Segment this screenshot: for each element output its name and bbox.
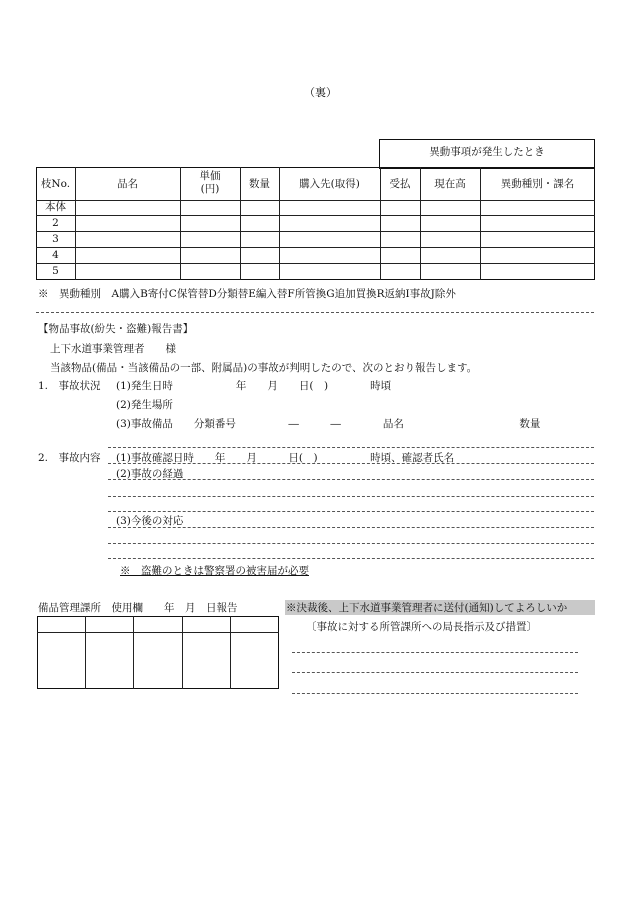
row-label-4: 4	[52, 249, 59, 261]
s1-occurrence-datetime: (1)発生日時 年 月 日( ) 時頃	[116, 380, 392, 392]
approval-stamp-grid	[37, 616, 279, 689]
col-header-item-name: 品名	[117, 178, 138, 190]
section-1-label: 1. 事故状況	[38, 380, 101, 392]
report-intro: 当該物品(備品・当該備品の一部、附属品)の事故が判明したので、次のとおり報告します。	[50, 362, 478, 374]
col-header-unit-price: 単価 (円)	[199, 170, 221, 196]
col-header-branch-no: 枝No.	[40, 178, 71, 190]
s2-future-response: (3)今後の対応	[116, 515, 184, 527]
row-label-main: 本体	[45, 201, 66, 213]
col-header-quantity: 数量	[249, 178, 270, 190]
col-header-supplier: 購入先(取得)	[299, 178, 360, 190]
s2-confirm-datetime: (1)事故確認日時 年 月 日( ) 時頃、確認者氏名	[116, 452, 455, 464]
addressee: 上下水道事業管理者 様	[50, 343, 176, 355]
s1-equipment: (3)事故備品 分類番号 ― ― 品名 数量	[116, 418, 541, 430]
separator	[36, 312, 594, 313]
report-title: 【物品事故(紛失・盗難)報告書】	[38, 323, 194, 335]
group-header: 異動事項が発生したとき	[429, 146, 545, 158]
director-instruction-header: 〔事故に対する所管課所への局長指示及び措置〕	[306, 621, 537, 633]
theft-note: ※ 盗難のときは警察署の被害届が必要	[120, 565, 309, 577]
send-approval-note: ※決裁後、上下水道事業管理者に送付(通知)してよろしいか	[285, 600, 595, 615]
row-label-3: 3	[52, 233, 59, 245]
row-label-2: 2	[52, 217, 59, 229]
section-2-label: 2. 事故内容	[38, 452, 101, 464]
page-title: （裏）	[304, 86, 337, 99]
row-label-5: 5	[52, 265, 59, 277]
col-header-receipt-payment: 受払	[389, 178, 411, 190]
management-section-label: 備品管理課所 使用欄 年 月 日報告	[38, 602, 238, 614]
s1-location: (2)発生場所	[116, 399, 173, 411]
col-header-balance: 現在高	[434, 178, 466, 190]
change-type-note: ※ 異動種別 A購入B寄付C保管替D分類替E編入替F所管換G追加買換R返納I事故J除外	[38, 288, 456, 300]
col-header-change-type: 異動種別・課名	[500, 178, 575, 190]
s2-progress: (2)事故の経過	[116, 468, 184, 480]
